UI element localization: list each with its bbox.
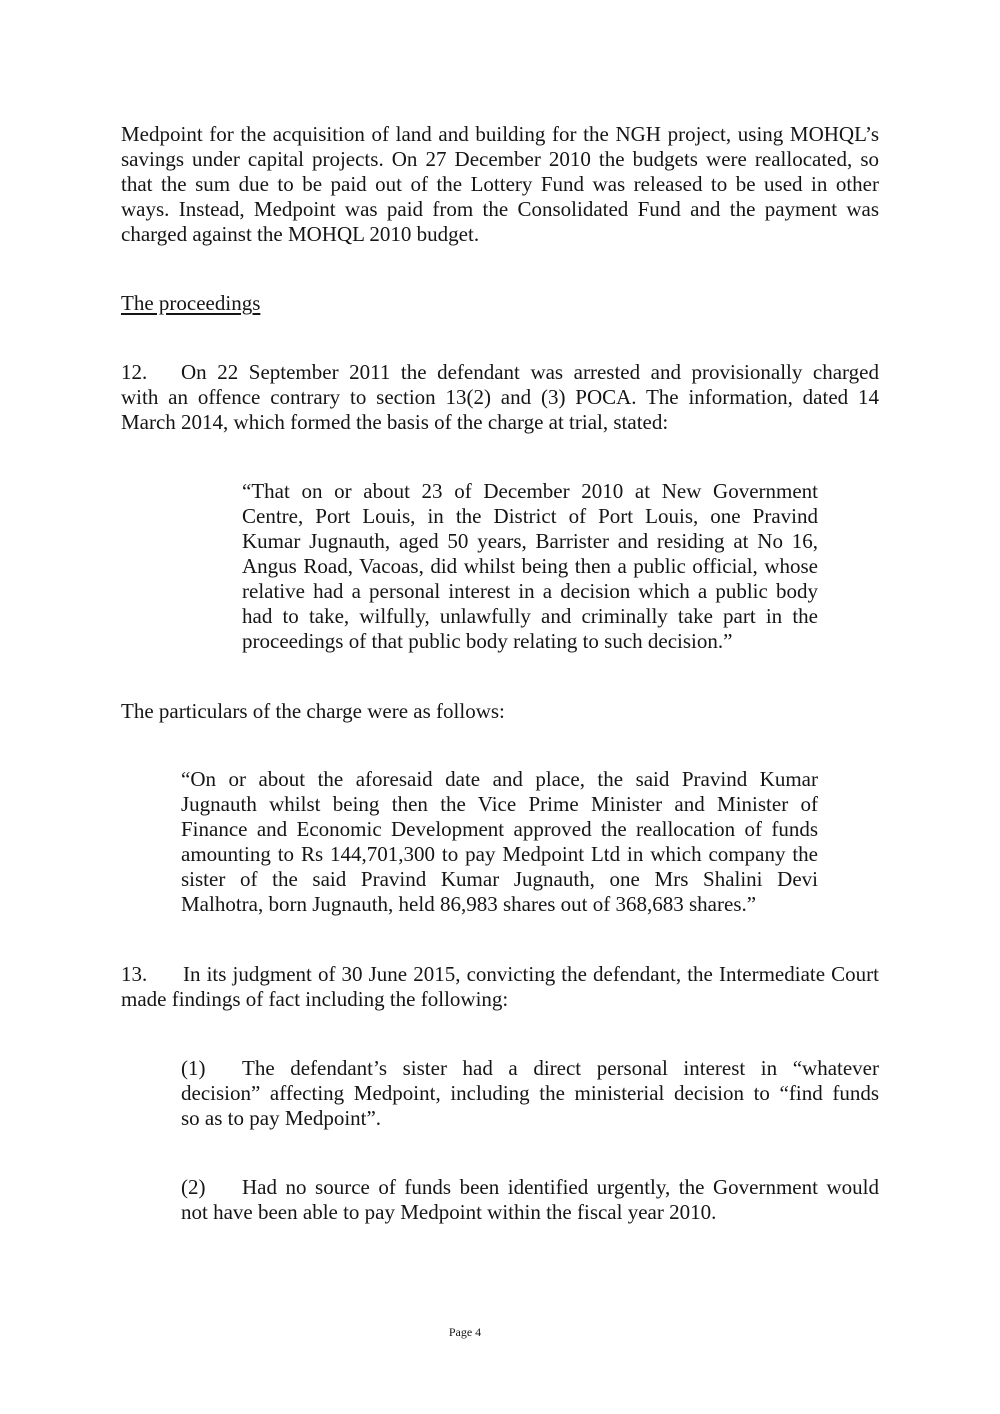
text-line: with an offence contrary to section 13(2) and (3) POCA. The information, dated 14 xyxy=(121,385,879,409)
text-line: made findings of fact including the following: xyxy=(121,987,509,1011)
information-quote xyxy=(242,479,818,654)
particulars-quote xyxy=(181,767,818,917)
finding-number: (2) xyxy=(181,1175,206,1199)
text-line xyxy=(181,1175,879,1200)
text-line: ways. Instead, Medpoint was paid from the Consolidated Fund and the payment was xyxy=(121,197,879,221)
text-line: March 2014, which formed the basis of the charge at trial, stated: xyxy=(121,410,669,434)
text-line: proceedings of that public body relating to such decision.” xyxy=(242,629,733,653)
text-line: Kumar Jugnauth, aged 50 years, Barrister and residing at No 16, xyxy=(242,529,818,553)
text-line: not have been able to pay Medpoint within the fiscal year 2010. xyxy=(181,1200,717,1224)
particulars-intro: The particulars of the charge were as follows: xyxy=(121,699,505,723)
text-line: Centre, Port Louis, in the District of Port Louis, one Pravind xyxy=(242,504,818,528)
text-line xyxy=(121,360,879,385)
text-line: Finance and Economic Development approved the reallocation of funds xyxy=(181,817,818,841)
text-line: sister of the said Pravind Kumar Jugnauth, one Mrs Shalini Devi xyxy=(181,867,818,891)
text-line: Medpoint for the acquisition of land and building for the NGH project, using MOHQL’s xyxy=(121,122,879,146)
finding-first-line: Had no source of funds been identified urgently, the Government would xyxy=(242,1175,879,1199)
text-line: had to take, wilfully, unlawfully and criminally take part in the xyxy=(242,604,818,628)
paragraph-12 xyxy=(121,360,879,435)
text-line: savings under capital projects. On 27 December 2010 the budgets were reallocated, so xyxy=(121,147,879,171)
text-line: Malhotra, born Jugnauth, held 86,983 shares out of 368,683 shares.” xyxy=(181,892,757,916)
text-line: that the sum due to be paid out of the Lottery Fund was released to be used in other xyxy=(121,172,879,196)
paragraph-number: 12. xyxy=(121,360,148,384)
intro-paragraph xyxy=(121,122,879,247)
text-line: “On or about the aforesaid date and place, the said Pravind Kumar xyxy=(181,767,818,791)
text-line: “That on or about 23 of December 2010 at New Government xyxy=(242,479,818,503)
text-line: decision” affecting Medpoint, including the ministerial decision to “find funds xyxy=(181,1081,879,1105)
text-line: charged against the MOHQL 2010 budget. xyxy=(121,222,480,246)
page-number: Page 4 xyxy=(448,1325,482,1339)
paragraph-number: 13. xyxy=(121,962,148,986)
text-line: Jugnauth whilst being then the Vice Prime Minister and Minister of xyxy=(181,792,818,816)
text-line: relative had a personal interest in a decision which a public body xyxy=(242,579,818,603)
section-heading: The proceedings xyxy=(121,291,261,315)
text-line: Angus Road, Vacoas, did whilst being then a public official, whose xyxy=(242,554,818,578)
text-line xyxy=(181,1056,879,1081)
text-line: so as to pay Medpoint”. xyxy=(181,1106,382,1130)
paragraph-13 xyxy=(121,962,879,1012)
finding-2 xyxy=(181,1175,879,1225)
finding-1 xyxy=(181,1056,879,1131)
paragraph-first-line: In its judgment of 30 June 2015, convicting the defendant, the Intermediate Court xyxy=(183,962,879,986)
paragraph-first-line: On 22 September 2011 the defendant was arrested and provisionally charged xyxy=(181,360,879,384)
text-line: amounting to Rs 144,701,300 to pay Medpoint Ltd in which company the xyxy=(181,842,818,866)
finding-first-line: The defendant’s sister had a direct personal interest in “whatever xyxy=(242,1056,879,1080)
finding-number: (1) xyxy=(181,1056,206,1080)
text-line xyxy=(121,962,879,987)
